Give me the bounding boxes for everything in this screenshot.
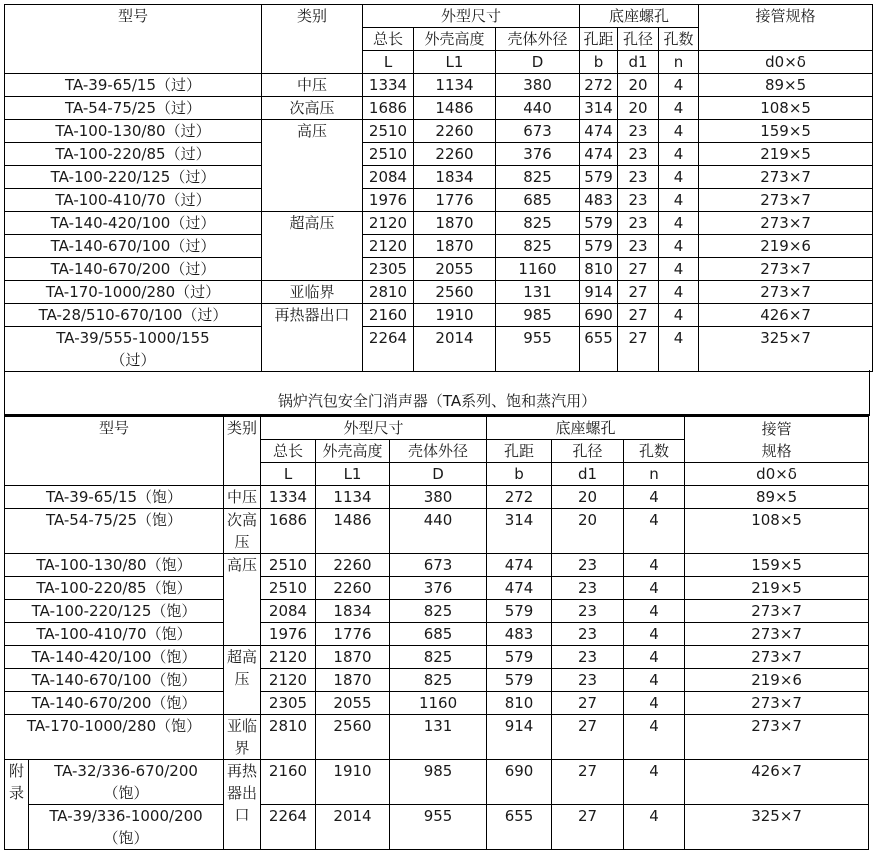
hole-diameter-cell: 27 (618, 258, 659, 281)
category-cell: 亚临界 (224, 715, 261, 760)
pipe-cell: 108×5 (699, 97, 873, 120)
category-cell: 高压 (224, 554, 261, 646)
hole-diameter-cell: 20 (618, 97, 659, 120)
height-cell: 2055 (316, 692, 390, 715)
length-cell: 1334 (363, 74, 414, 97)
model-cell: TA-100-410/70（过） (5, 189, 262, 212)
category-cell: 次高压 (262, 97, 363, 120)
symbol-pipe: d0×δ (685, 463, 869, 486)
hole-diameter-cell: 23 (618, 143, 659, 166)
model-cell: TA-39/555-1000/155（过） (5, 327, 262, 372)
height-cell: 1870 (316, 669, 390, 692)
table-row (5, 120, 873, 143)
model-header: 型号 (5, 5, 262, 74)
total-length-header: 总长 (261, 440, 316, 463)
pipe-cell: 426×7 (699, 304, 873, 327)
length-cell: 2084 (363, 166, 414, 189)
table-row (5, 577, 869, 600)
pitch-cell: 483 (580, 189, 618, 212)
hole-count-cell: 4 (659, 212, 699, 235)
length-cell: 2305 (363, 258, 414, 281)
hole-count-cell: 4 (624, 554, 685, 577)
model-cell: TA-32/336-670/200（饱） (29, 760, 224, 805)
hole-diameter-cell: 23 (618, 120, 659, 143)
model-cell: TA-140-670/200（过） (5, 258, 262, 281)
hole-diameter-cell: 27 (618, 281, 659, 304)
shell-diameter-header: 壳体外径 (390, 440, 487, 463)
symbol-d1: d1 (618, 51, 659, 74)
height-cell: 1486 (414, 97, 496, 120)
table-row (5, 623, 869, 646)
model-cell: TA-54-75/25（饱） (5, 509, 224, 554)
hole-diameter-cell: 23 (618, 166, 659, 189)
diameter-cell: 825 (496, 235, 580, 258)
pipe-spec-header-text: 接管规格 (761, 419, 792, 460)
model-cell: TA-140-670/100（饱） (5, 669, 224, 692)
pipe-cell: 219×6 (685, 669, 869, 692)
height-cell: 2014 (414, 327, 496, 372)
symbol-L: L (261, 463, 316, 486)
model-cell: TA-100-130/80（饱） (5, 554, 224, 577)
pipe-cell: 273×7 (685, 715, 869, 760)
hole-diameter-cell: 27 (552, 805, 624, 850)
hole-count-cell: 4 (659, 235, 699, 258)
length-cell: 1686 (261, 509, 316, 554)
symbol-b: b (487, 463, 552, 486)
diameter-cell: 685 (496, 189, 580, 212)
hole-diameter-cell: 27 (618, 327, 659, 372)
category-header: 类别 (224, 417, 261, 486)
shell-height-header: 外壳高度 (316, 440, 390, 463)
pipe-cell: 273×7 (685, 646, 869, 669)
diameter-cell: 673 (390, 554, 487, 577)
diameter-cell: 825 (390, 600, 487, 623)
height-cell: 2014 (316, 805, 390, 850)
category-cell: 再热器出口 (262, 304, 363, 372)
pipe-cell: 89×5 (699, 74, 873, 97)
pipe-cell: 273×7 (699, 258, 873, 281)
pipe-cell: 273×7 (685, 692, 869, 715)
hole-diameter-cell: 20 (618, 74, 659, 97)
symbol-n: n (624, 463, 685, 486)
length-cell: 2160 (261, 760, 316, 805)
table-row (5, 258, 873, 281)
table-row (5, 189, 873, 212)
pitch-cell: 474 (580, 143, 618, 166)
height-cell: 1834 (316, 600, 390, 623)
model-cell: TA-140-420/100（饱） (5, 646, 224, 669)
section-title: 锅炉汽包安全门消声器（TA系列、饱和蒸汽用） (277, 392, 597, 410)
length-cell: 2084 (261, 600, 316, 623)
hole-count-cell: 4 (624, 486, 685, 509)
hole-count-cell: 4 (624, 646, 685, 669)
height-cell: 1776 (414, 189, 496, 212)
hole-count-cell: 4 (659, 97, 699, 120)
table-row (5, 715, 869, 760)
table-row (5, 212, 873, 235)
hole-diameter-cell: 23 (552, 554, 624, 577)
hole-count-cell: 4 (659, 143, 699, 166)
pipe-cell: 273×7 (699, 189, 873, 212)
hole-count-cell: 4 (624, 760, 685, 805)
length-cell: 2264 (363, 327, 414, 372)
hole-count-cell: 4 (624, 692, 685, 715)
pitch-cell: 655 (487, 805, 552, 850)
pipe-cell: 273×7 (699, 212, 873, 235)
hole-diameter-cell: 20 (552, 509, 624, 554)
category-cell: 高压 (262, 120, 363, 212)
table-row (5, 669, 869, 692)
hole-count-cell: 4 (624, 805, 685, 850)
pitch-cell: 579 (580, 166, 618, 189)
pitch-cell: 272 (580, 74, 618, 97)
model-cell: TA-100-220/125（饱） (5, 600, 224, 623)
category-cell: 中压 (262, 74, 363, 97)
symbol-D: D (496, 51, 580, 74)
height-cell: 1910 (414, 304, 496, 327)
model-cell: TA-140-670/200（饱） (5, 692, 224, 715)
symbol-L1: L1 (316, 463, 390, 486)
table-row (5, 805, 869, 850)
pitch-cell: 579 (487, 600, 552, 623)
pitch-cell: 579 (487, 646, 552, 669)
shell-diameter-header: 壳体外径 (496, 28, 580, 51)
table-row (5, 235, 873, 258)
hole-count-header: 孔数 (659, 28, 699, 51)
diameter-cell: 825 (390, 646, 487, 669)
hole-count-cell: 4 (659, 304, 699, 327)
diameter-cell: 985 (390, 760, 487, 805)
hole-count-cell: 4 (659, 281, 699, 304)
diameter-cell: 825 (496, 166, 580, 189)
pipe-cell: 273×7 (699, 281, 873, 304)
hole-diameter-cell: 23 (552, 600, 624, 623)
category-cell: 亚临界 (262, 281, 363, 304)
hole-count-cell: 4 (624, 577, 685, 600)
model-cell: TA-100-220/85（饱） (5, 577, 224, 600)
pipe-cell: 273×7 (699, 166, 873, 189)
table-row (5, 692, 869, 715)
pitch-cell: 914 (487, 715, 552, 760)
dimensions-header: 外型尺寸 (261, 417, 487, 440)
hole-diameter-cell: 23 (618, 235, 659, 258)
pipe-cell: 426×7 (685, 760, 869, 805)
hole-diameter-cell: 23 (618, 189, 659, 212)
diameter-cell: 685 (390, 623, 487, 646)
model-cell: TA-100-130/80（过） (5, 120, 262, 143)
table-row (5, 304, 873, 327)
length-cell: 2510 (261, 577, 316, 600)
height-cell: 1486 (316, 509, 390, 554)
saturated-table (4, 416, 869, 850)
height-cell: 1134 (316, 486, 390, 509)
pitch-cell: 474 (487, 554, 552, 577)
appendix-cell: 附录 (5, 760, 29, 850)
pipe-cell: 219×6 (699, 235, 873, 258)
total-length-header: 总长 (363, 28, 414, 51)
table-row (5, 281, 873, 304)
model-cell: TA-100-410/70（饱） (5, 623, 224, 646)
table-row (5, 486, 869, 509)
height-cell: 2560 (414, 281, 496, 304)
diameter-cell: 955 (496, 327, 580, 372)
height-cell: 1834 (414, 166, 496, 189)
length-cell: 2120 (363, 235, 414, 258)
pitch-cell: 579 (580, 212, 618, 235)
pitch-cell: 474 (580, 120, 618, 143)
category-cell: 超高压 (224, 646, 261, 715)
model-header: 型号 (5, 417, 224, 486)
pitch-cell: 579 (580, 235, 618, 258)
hole-diameter-header: 孔径 (618, 28, 659, 51)
table-row (5, 74, 873, 97)
pitch-cell: 314 (580, 97, 618, 120)
model-cell: TA-54-75/25（过） (5, 97, 262, 120)
model-cell: TA-170-1000/280（过） (5, 281, 262, 304)
section-title-band (4, 370, 870, 416)
pitch-cell: 810 (580, 258, 618, 281)
height-cell: 2560 (316, 715, 390, 760)
hole-diameter-cell: 27 (618, 304, 659, 327)
diameter-cell: 376 (496, 143, 580, 166)
pitch-cell: 483 (487, 623, 552, 646)
height-cell: 1776 (316, 623, 390, 646)
hole-diameter-cell: 23 (552, 623, 624, 646)
diameter-cell: 955 (390, 805, 487, 850)
symbol-b: b (580, 51, 618, 74)
diameter-cell: 440 (496, 97, 580, 120)
table-row (5, 509, 869, 554)
diameter-cell: 380 (390, 486, 487, 509)
length-cell: 2160 (363, 304, 414, 327)
diameter-cell: 985 (496, 304, 580, 327)
table-row (5, 327, 873, 372)
pitch-cell: 655 (580, 327, 618, 372)
length-cell: 1686 (363, 97, 414, 120)
shell-height-header: 外壳高度 (414, 28, 496, 51)
pipe-cell: 159×5 (685, 554, 869, 577)
pipe-cell: 273×7 (685, 600, 869, 623)
hole-count-cell: 4 (659, 189, 699, 212)
symbol-pipe: d0×δ (699, 51, 873, 74)
model-cell: TA-39/336-1000/200（饱） (29, 805, 224, 850)
diameter-cell: 825 (496, 212, 580, 235)
table-row (5, 166, 873, 189)
bolt-holes-header: 底座螺孔 (487, 417, 685, 440)
model-cell: TA-100-220/85（过） (5, 143, 262, 166)
pitch-cell: 272 (487, 486, 552, 509)
height-cell: 2260 (414, 120, 496, 143)
diameter-cell: 131 (390, 715, 487, 760)
table-row (5, 97, 873, 120)
length-cell: 2120 (261, 669, 316, 692)
hole-count-cell: 4 (659, 74, 699, 97)
height-cell: 2260 (414, 143, 496, 166)
hole-diameter-cell: 27 (552, 715, 624, 760)
table-row (5, 646, 869, 669)
pipe-cell: 325×7 (685, 805, 869, 850)
model-cell: TA-170-1000/280（饱） (5, 715, 224, 760)
hole-count-cell: 4 (624, 509, 685, 554)
symbol-L: L (363, 51, 414, 74)
category-cell: 次高压 (224, 509, 261, 554)
hole-diameter-cell: 23 (618, 212, 659, 235)
symbol-n: n (659, 51, 699, 74)
table-row (5, 143, 873, 166)
diameter-cell: 376 (390, 577, 487, 600)
dimensions-header: 外型尺寸 (363, 5, 580, 28)
pipe-cell: 108×5 (685, 509, 869, 554)
category-cell: 再热器出口 (224, 760, 261, 850)
diameter-cell: 380 (496, 74, 580, 97)
height-cell: 2260 (316, 554, 390, 577)
hole-count-cell: 4 (624, 623, 685, 646)
diameter-cell: 440 (390, 509, 487, 554)
height-cell: 1910 (316, 760, 390, 805)
model-cell: TA-39-65/15（饱） (5, 486, 224, 509)
hole-count-cell: 4 (659, 258, 699, 281)
hole-count-cell: 4 (659, 166, 699, 189)
hole-count-cell: 4 (659, 120, 699, 143)
diameter-cell: 825 (390, 669, 487, 692)
length-cell: 2120 (363, 212, 414, 235)
pitch-cell: 474 (487, 577, 552, 600)
pitch-cell: 690 (580, 304, 618, 327)
length-cell: 1976 (261, 623, 316, 646)
table-row (5, 600, 869, 623)
bolt-holes-header: 底座螺孔 (580, 5, 699, 28)
symbol-D: D (390, 463, 487, 486)
hole-diameter-cell: 27 (552, 692, 624, 715)
length-cell: 2510 (261, 554, 316, 577)
length-cell: 1334 (261, 486, 316, 509)
height-cell: 1134 (414, 74, 496, 97)
model-cell: TA-140-670/100（过） (5, 235, 262, 258)
hole-count-cell: 4 (624, 669, 685, 692)
model-cell: TA-140-420/100（过） (5, 212, 262, 235)
hole-count-cell: 4 (624, 715, 685, 760)
hole-pitch-header: 孔距 (487, 440, 552, 463)
pipe-cell: 325×7 (699, 327, 873, 372)
hole-diameter-cell: 23 (552, 577, 624, 600)
diameter-cell: 1160 (390, 692, 487, 715)
model-cell: TA-28/510-670/100（过） (5, 304, 262, 327)
hole-diameter-cell: 20 (552, 486, 624, 509)
hole-diameter-cell: 23 (552, 669, 624, 692)
length-cell: 2810 (261, 715, 316, 760)
length-cell: 2510 (363, 143, 414, 166)
length-cell: 2264 (261, 805, 316, 850)
category-cell: 超高压 (262, 212, 363, 281)
hole-diameter-header: 孔径 (552, 440, 624, 463)
length-cell: 1976 (363, 189, 414, 212)
pitch-cell: 914 (580, 281, 618, 304)
pitch-cell: 579 (487, 669, 552, 692)
height-cell: 2055 (414, 258, 496, 281)
length-cell: 2305 (261, 692, 316, 715)
hole-count-header: 孔数 (624, 440, 685, 463)
pipe-cell: 219×5 (685, 577, 869, 600)
hole-diameter-cell: 23 (552, 646, 624, 669)
hole-count-cell: 4 (624, 600, 685, 623)
pipe-spec-header (685, 417, 869, 463)
diameter-cell: 673 (496, 120, 580, 143)
pipe-cell: 159×5 (699, 120, 873, 143)
height-cell: 1870 (316, 646, 390, 669)
table-row (5, 554, 869, 577)
pitch-cell: 810 (487, 692, 552, 715)
pipe-spec-header: 接管规格 (699, 5, 873, 51)
pipe-cell: 273×7 (685, 623, 869, 646)
length-cell: 2510 (363, 120, 414, 143)
length-cell: 2120 (261, 646, 316, 669)
model-cell: TA-39-65/15（过） (5, 74, 262, 97)
height-cell: 2260 (316, 577, 390, 600)
height-cell: 1870 (414, 212, 496, 235)
superheated-table (4, 4, 873, 372)
diameter-cell: 1160 (496, 258, 580, 281)
symbol-d1: d1 (552, 463, 624, 486)
pitch-cell: 690 (487, 760, 552, 805)
pipe-cell: 219×5 (699, 143, 873, 166)
pipe-cell: 89×5 (685, 486, 869, 509)
hole-pitch-header: 孔距 (580, 28, 618, 51)
height-cell: 1870 (414, 235, 496, 258)
diameter-cell: 131 (496, 281, 580, 304)
model-cell: TA-100-220/125（过） (5, 166, 262, 189)
hole-count-cell: 4 (659, 327, 699, 372)
hole-diameter-cell: 27 (552, 760, 624, 805)
table-row (5, 760, 869, 805)
pitch-cell: 314 (487, 509, 552, 554)
category-cell: 中压 (224, 486, 261, 509)
length-cell: 2810 (363, 281, 414, 304)
category-header: 类别 (262, 5, 363, 74)
symbol-L1: L1 (414, 51, 496, 74)
